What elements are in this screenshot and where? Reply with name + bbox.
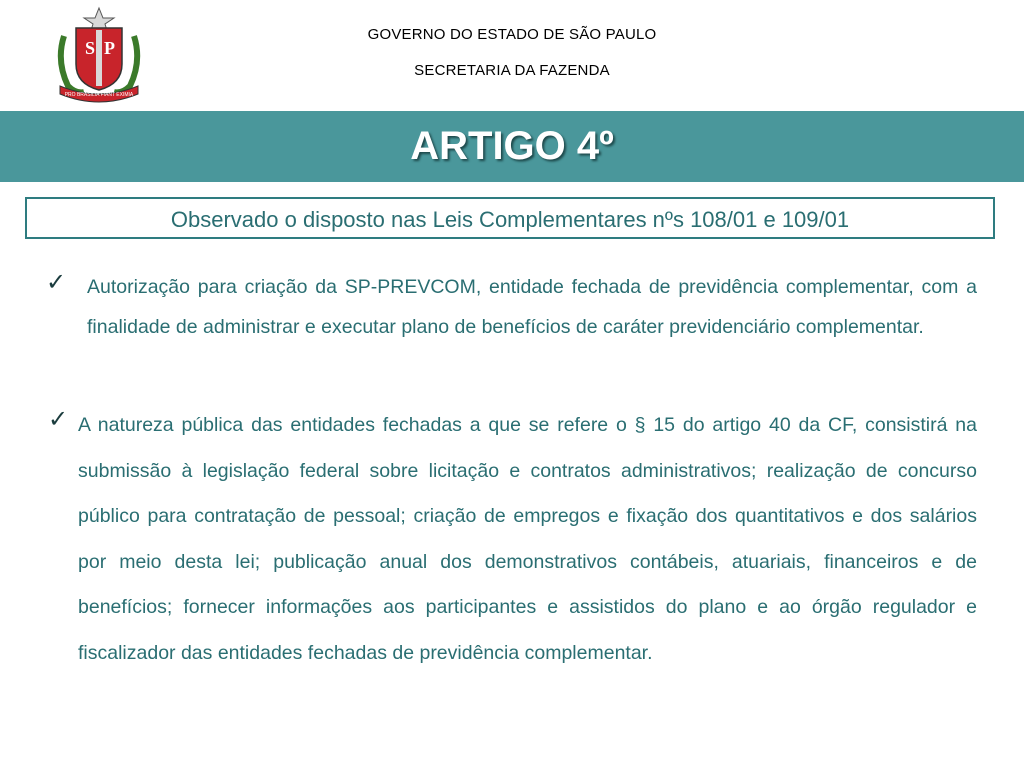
slide-title: ARTIGO 4º [410, 124, 614, 168]
subtitle-box [25, 197, 995, 239]
sao-paulo-coat-of-arms-logo [54, 6, 144, 104]
seal-letter-p: P [104, 38, 115, 58]
check-icon: ✓ [46, 269, 67, 296]
bullet-text-1: Autorização para criação da SP-PREVCOM, entidade fechada de previdência complementar, com a finalidade de administrar e executar plano de benefícios de caráter previdenciário complementar. [87, 276, 977, 338]
secretariat-name: SECRETARIA DA FAZENDA [414, 62, 610, 79]
seal-letter-s: S [85, 38, 96, 58]
seal-motto: PRO BRASILIA FIANT EXIMIA [64, 92, 134, 98]
title-band [0, 111, 1024, 182]
slide-header [0, 0, 1024, 110]
bullet-text-2: A natureza pública das entidades fechadas a que se refere o § 15 do artigo 40 da CF, consistirá na submissão à legislação federal sobre licitação e contratos administrativos; realização de concurso público para contratação de pessoal; criação de empregos e fixação dos quantitativos e dos salários por meio desta lei; publicação anual dos demonstrativos contábeis, atuariais, financeiros e de benefícios; fornecer informações aos participantes e assistidos do plano e ao órgão regulador e fiscalizador das entidades fechadas de previdência complementar. [78, 414, 977, 664]
check-icon: ✓ [48, 406, 69, 433]
subtitle-text: Observado o disposto nas Leis Complementares nºs 108/01 e 109/01 [170, 207, 850, 232]
government-name: GOVERNO DO ESTADO DE SÃO PAULO [367, 26, 657, 43]
